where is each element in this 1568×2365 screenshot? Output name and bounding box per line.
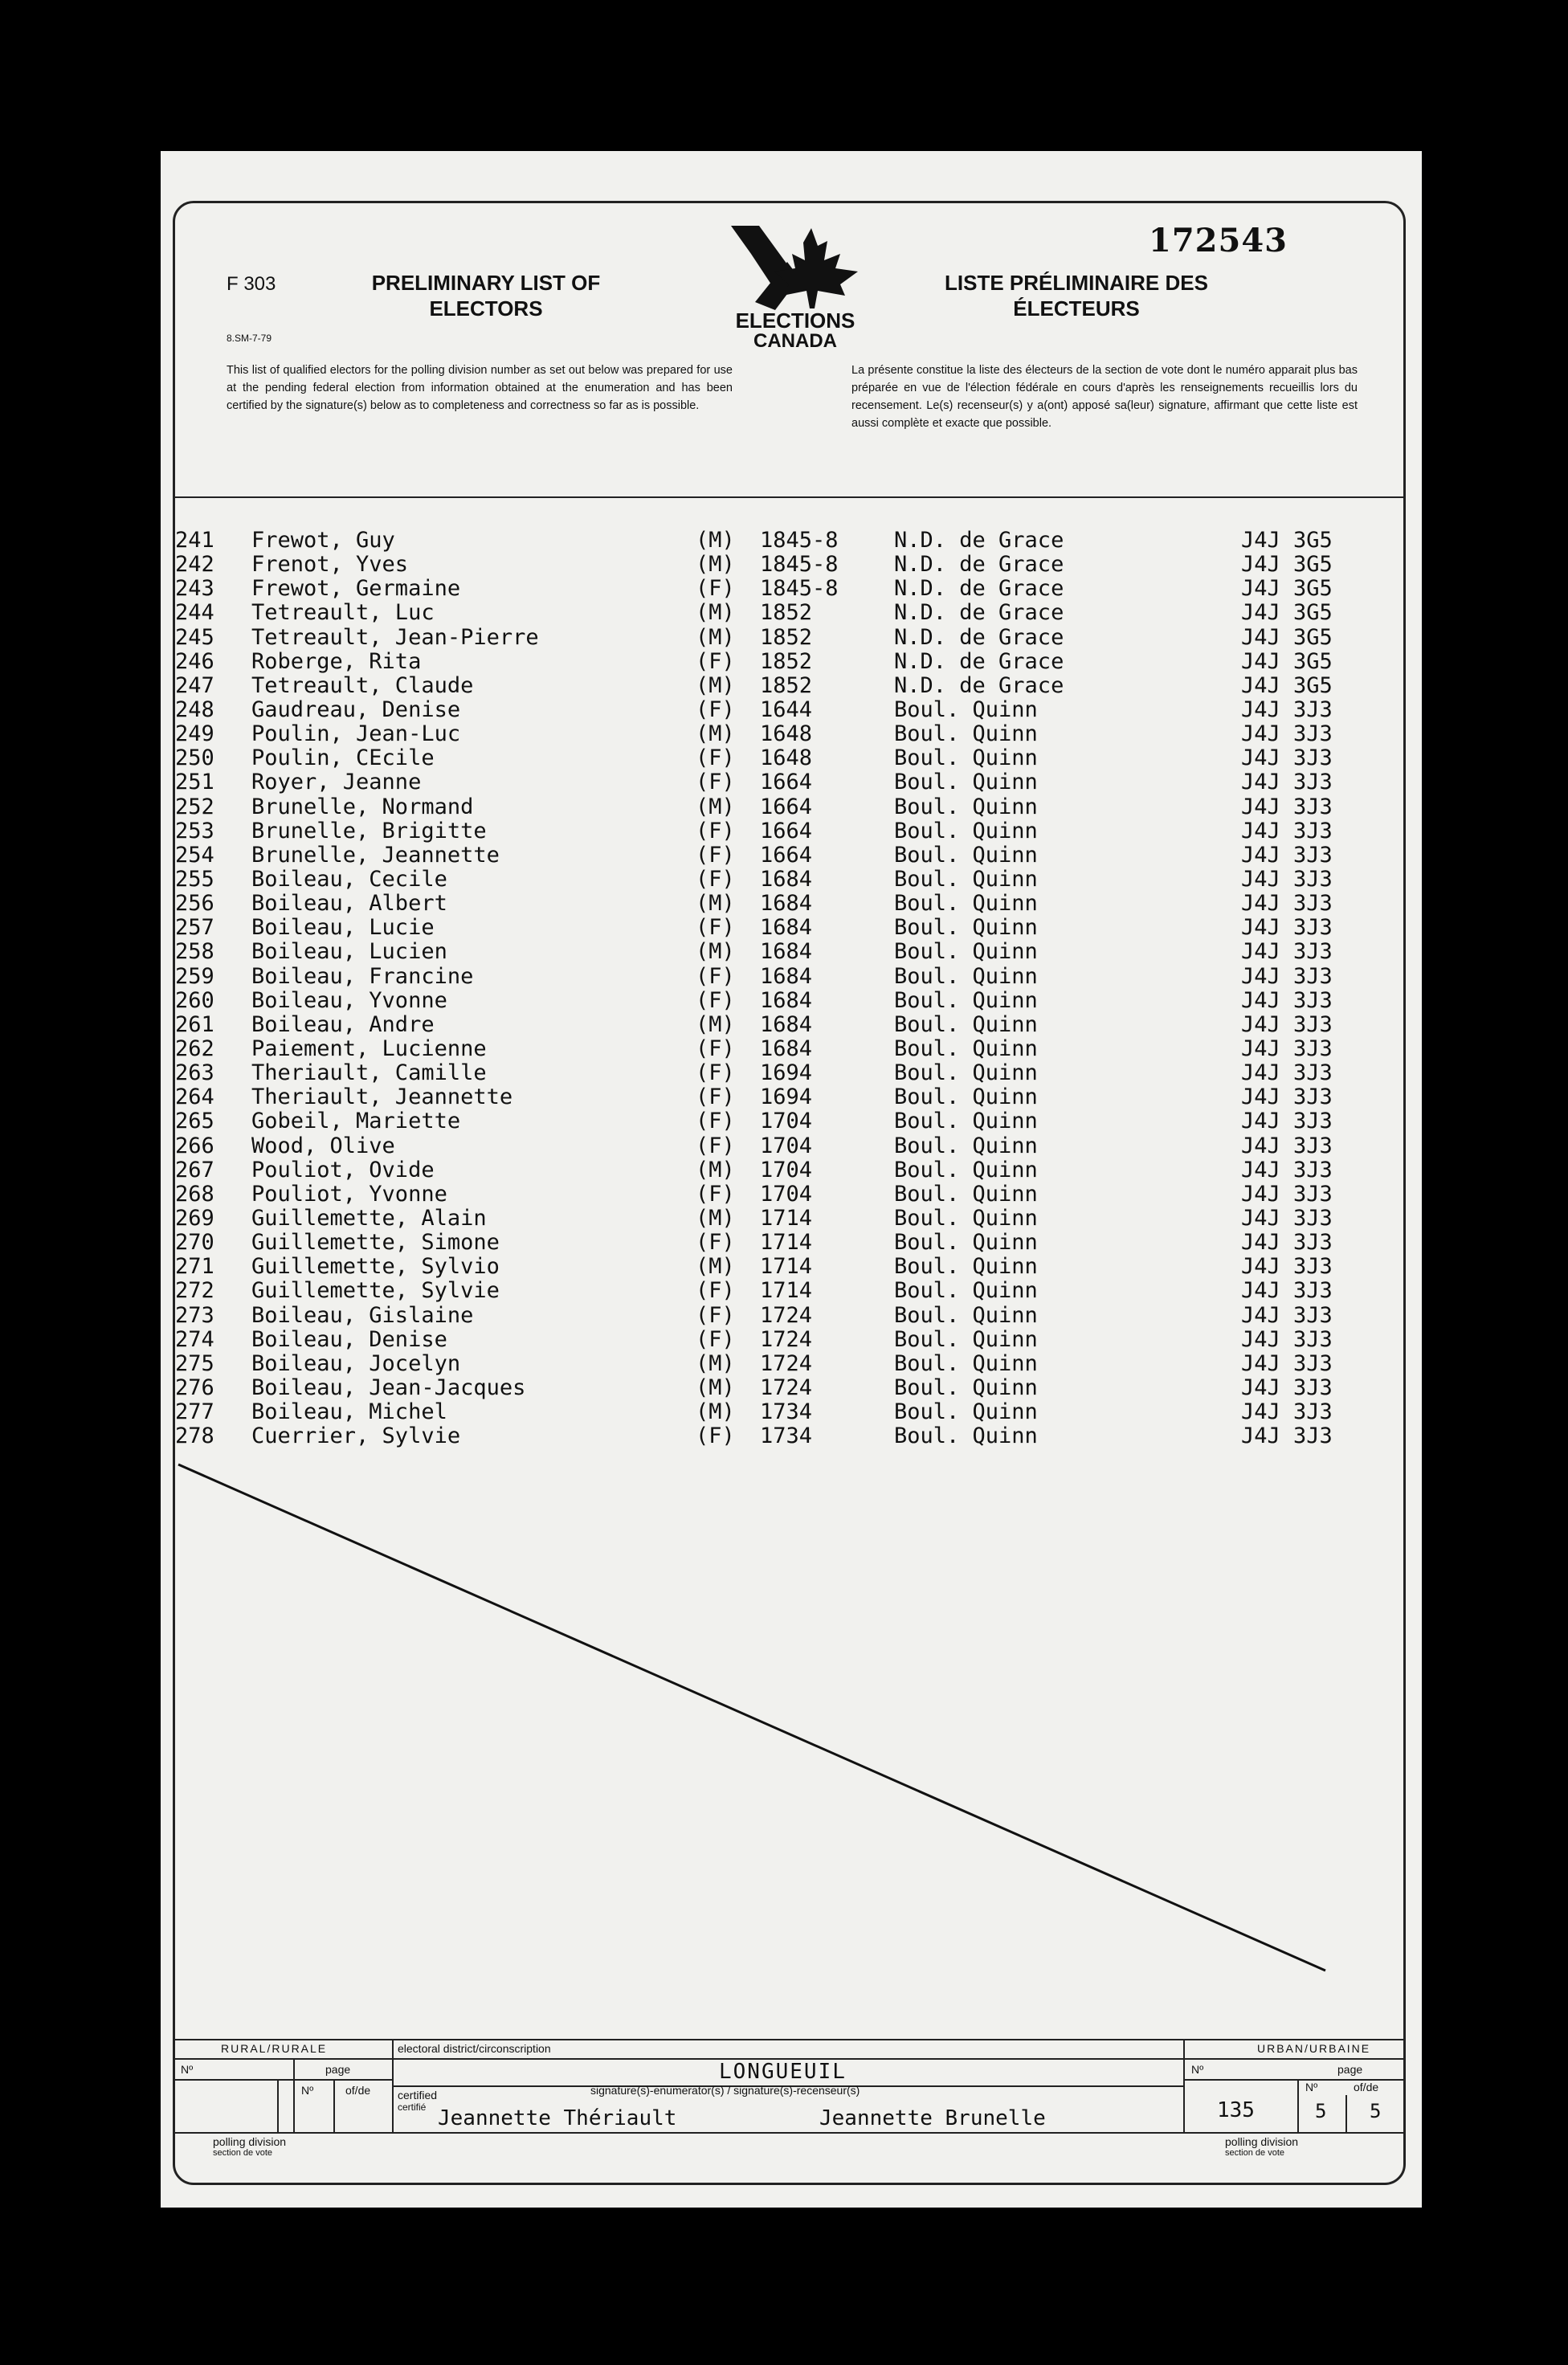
elector-sex: (M) bbox=[696, 528, 735, 553]
elector-sex: (M) bbox=[696, 552, 735, 578]
elector-postal-code: J4J 3J3 bbox=[1241, 915, 1333, 941]
elector-name: Poulin, CEcile bbox=[251, 745, 435, 771]
elector-postal-code: J4J 3J3 bbox=[1241, 1060, 1333, 1086]
elector-street: Boul. Quinn bbox=[894, 696, 1038, 722]
elector-name: Brunelle, Jeannette bbox=[251, 842, 500, 868]
elector-street: Boul. Quinn bbox=[894, 1181, 1038, 1207]
elector-sex: (F) bbox=[696, 1084, 735, 1110]
elector-civic-number: 1684 bbox=[760, 866, 813, 892]
elector-number: 246 bbox=[175, 648, 214, 674]
elector-number: 262 bbox=[175, 1035, 214, 1061]
elector-name: Tetreault, Luc bbox=[251, 600, 435, 626]
elector-civic-number: 1724 bbox=[760, 1326, 813, 1352]
urban-of-label: of/de bbox=[1354, 2081, 1379, 2093]
elector-number: 247 bbox=[175, 672, 214, 698]
elector-sex: (F) bbox=[696, 1230, 735, 1256]
elector-civic-number: 1734 bbox=[760, 1423, 813, 1449]
elector-street: N.D. de Grace bbox=[894, 672, 1064, 698]
elector-postal-code: J4J 3G5 bbox=[1241, 672, 1333, 698]
elector-name: Guillemette, Simone bbox=[251, 1230, 500, 1256]
elector-number: 243 bbox=[175, 576, 214, 602]
logo-line-canada: CANADA bbox=[753, 330, 837, 350]
elector-number: 242 bbox=[175, 552, 214, 578]
serial-number: 172543 bbox=[1149, 222, 1288, 259]
elector-sex: (M) bbox=[696, 1399, 735, 1425]
form-code: 8.SM-7-79 bbox=[227, 333, 272, 344]
urban-no-label: Nº bbox=[1191, 2063, 1204, 2076]
elector-sex: (F) bbox=[696, 1181, 735, 1207]
elector-number: 275 bbox=[175, 1350, 214, 1376]
elector-name: Pouliot, Yvonne bbox=[251, 1181, 447, 1207]
elector-civic-number: 1714 bbox=[760, 1254, 813, 1280]
elector-postal-code: J4J 3J3 bbox=[1241, 842, 1333, 868]
elector-street: Boul. Quinn bbox=[894, 1011, 1038, 1037]
elector-name: Roberge, Rita bbox=[251, 648, 422, 674]
elector-sex: (M) bbox=[696, 1254, 735, 1280]
elector-civic-number: 1648 bbox=[760, 745, 813, 771]
elector-number: 269 bbox=[175, 1205, 214, 1231]
elector-name: Boileau, Lucien bbox=[251, 939, 447, 965]
elector-street: Boul. Quinn bbox=[894, 1084, 1038, 1110]
elector-postal-code: J4J 3G5 bbox=[1241, 576, 1333, 602]
elector-sex: (M) bbox=[696, 624, 735, 650]
elector-number: 272 bbox=[175, 1278, 214, 1304]
elector-name: Pouliot, Ovide bbox=[251, 1157, 435, 1182]
elector-street: N.D. de Grace bbox=[894, 552, 1064, 578]
elector-postal-code: J4J 3J3 bbox=[1241, 1109, 1333, 1134]
elector-postal-code: J4J 3J3 bbox=[1241, 818, 1333, 843]
elector-street: Boul. Quinn bbox=[894, 1399, 1038, 1425]
elector-postal-code: J4J 3J3 bbox=[1241, 1254, 1333, 1280]
elector-number: 276 bbox=[175, 1374, 214, 1400]
elector-name: Theriault, Camille bbox=[251, 1060, 487, 1086]
rural-label: RURAL/RURALE bbox=[221, 2042, 328, 2055]
elector-street: Boul. Quinn bbox=[894, 1374, 1038, 1400]
elector-number: 261 bbox=[175, 1011, 214, 1037]
void-diagonal-line bbox=[161, 151, 1422, 2208]
elector-sex: (F) bbox=[696, 866, 735, 892]
elector-street: Boul. Quinn bbox=[894, 1423, 1038, 1449]
signature-label: signature(s)-enumerator(s) / signature(s)-recenseur(s) bbox=[590, 2084, 860, 2097]
elector-number: 268 bbox=[175, 1181, 214, 1207]
elector-civic-number: 1852 bbox=[760, 672, 813, 698]
urban-polling-division-sub: section de vote bbox=[1225, 2148, 1284, 2158]
rural-page-no-label: Nº bbox=[301, 2084, 314, 2097]
district-value: LONGUEUIL bbox=[719, 2060, 847, 2084]
elector-street: N.D. de Grace bbox=[894, 528, 1064, 553]
elector-name: Paiement, Lucienne bbox=[251, 1035, 487, 1061]
elector-street: Boul. Quinn bbox=[894, 770, 1038, 795]
urban-page-no-label: Nº bbox=[1305, 2081, 1318, 2093]
elector-postal-code: J4J 3J3 bbox=[1241, 1084, 1333, 1110]
elector-postal-code: J4J 3J3 bbox=[1241, 1350, 1333, 1376]
elector-street: N.D. de Grace bbox=[894, 624, 1064, 650]
elector-number: 244 bbox=[175, 600, 214, 626]
elector-postal-code: J4J 3J3 bbox=[1241, 1011, 1333, 1037]
district-label: electoral district/circonscription bbox=[398, 2042, 551, 2055]
urban-page-total: 5 bbox=[1370, 2100, 1382, 2122]
elector-street: Boul. Quinn bbox=[894, 1133, 1038, 1158]
elector-name: Guillemette, Sylvio bbox=[251, 1254, 500, 1280]
elector-postal-code: J4J 3J3 bbox=[1241, 770, 1333, 795]
elector-postal-code: J4J 3J3 bbox=[1241, 1423, 1333, 1449]
elector-civic-number: 1852 bbox=[760, 648, 813, 674]
signature-enumerator-2: Jeannette Brunelle bbox=[819, 2106, 1046, 2130]
certified-fr-label: certifié bbox=[398, 2102, 427, 2113]
elector-sex: (M) bbox=[696, 1374, 735, 1400]
elector-sex: (F) bbox=[696, 1109, 735, 1134]
elector-postal-code: J4J 3J3 bbox=[1241, 1326, 1333, 1352]
elector-street: Boul. Quinn bbox=[894, 939, 1038, 965]
elector-number: 266 bbox=[175, 1133, 214, 1158]
elector-number: 278 bbox=[175, 1423, 214, 1449]
elector-number: 256 bbox=[175, 891, 214, 917]
elector-sex: (M) bbox=[696, 1011, 735, 1037]
elector-sex: (F) bbox=[696, 963, 735, 989]
elector-civic-number: 1664 bbox=[760, 794, 813, 819]
elector-postal-code: J4J 3J3 bbox=[1241, 891, 1333, 917]
rural-polling-division-sub: section de vote bbox=[213, 2148, 272, 2158]
title-french: LISTE PRÉLIMINAIRE DES ÉLECTEURS bbox=[945, 271, 1208, 321]
elector-street: Boul. Quinn bbox=[894, 915, 1038, 941]
elector-number: 265 bbox=[175, 1109, 214, 1134]
elector-postal-code: J4J 3J3 bbox=[1241, 1035, 1333, 1061]
elector-civic-number: 1684 bbox=[760, 939, 813, 965]
elector-street: Boul. Quinn bbox=[894, 745, 1038, 771]
elector-number: 245 bbox=[175, 624, 214, 650]
elector-name: Boileau, Cecile bbox=[251, 866, 447, 892]
elector-civic-number: 1664 bbox=[760, 770, 813, 795]
elector-civic-number: 1704 bbox=[760, 1109, 813, 1134]
elector-civic-number: 1724 bbox=[760, 1374, 813, 1400]
certification-text-english: This list of qualified electors for the polling division number as set out below was prepared for use at the pending federal election from information obtained at the enumeration and has been certified by the signature(s) below as to completeness and correctness so far as is possible. bbox=[227, 364, 733, 412]
elector-sex: (M) bbox=[696, 1350, 735, 1376]
elector-civic-number: 1644 bbox=[760, 696, 813, 722]
elector-name: Guillemette, Alain bbox=[251, 1205, 487, 1231]
elector-sex: (M) bbox=[696, 600, 735, 626]
elector-name: Brunelle, Normand bbox=[251, 794, 474, 819]
elector-street: Boul. Quinn bbox=[894, 1278, 1038, 1304]
elector-sex: (F) bbox=[696, 1302, 735, 1328]
elector-name: Boileau, Lucie bbox=[251, 915, 435, 941]
elector-postal-code: J4J 3J3 bbox=[1241, 1230, 1333, 1256]
elector-sex: (M) bbox=[696, 721, 735, 747]
urban-page-label: page bbox=[1337, 2063, 1363, 2076]
elector-name: Gobeil, Mariette bbox=[251, 1109, 461, 1134]
elector-civic-number: 1845-8 bbox=[760, 576, 839, 602]
elector-postal-code: J4J 3J3 bbox=[1241, 1399, 1333, 1425]
elector-civic-number: 1704 bbox=[760, 1157, 813, 1182]
elector-name: Guillemette, Sylvie bbox=[251, 1278, 500, 1304]
elector-street: Boul. Quinn bbox=[894, 1350, 1038, 1376]
rural-polling-division-label: polling division bbox=[213, 2135, 287, 2148]
elector-civic-number: 1684 bbox=[760, 915, 813, 941]
elector-name: Frewot, Guy bbox=[251, 528, 395, 553]
elector-sex: (F) bbox=[696, 987, 735, 1013]
elector-name: Cuerrier, Sylvie bbox=[251, 1423, 461, 1449]
elector-street: Boul. Quinn bbox=[894, 842, 1038, 868]
elector-number: 248 bbox=[175, 696, 214, 722]
urban-label: URBAN/URBAINE bbox=[1257, 2042, 1371, 2055]
elector-civic-number: 1714 bbox=[760, 1278, 813, 1304]
elector-sex: (F) bbox=[696, 1423, 735, 1449]
elector-civic-number: 1845-8 bbox=[760, 552, 839, 578]
elector-sex: (M) bbox=[696, 672, 735, 698]
elector-civic-number: 1724 bbox=[760, 1350, 813, 1376]
elector-sex: (M) bbox=[696, 891, 735, 917]
elector-postal-code: J4J 3J3 bbox=[1241, 696, 1333, 722]
elector-name: Frenot, Yves bbox=[251, 552, 409, 578]
elector-civic-number: 1694 bbox=[760, 1084, 813, 1110]
elector-name: Boileau, Albert bbox=[251, 891, 447, 917]
elector-postal-code: J4J 3J3 bbox=[1241, 866, 1333, 892]
elector-street: Boul. Quinn bbox=[894, 1035, 1038, 1061]
signature-enumerator-1: Jeannette Thériault bbox=[438, 2106, 677, 2130]
elector-postal-code: J4J 3G5 bbox=[1241, 552, 1333, 578]
elector-name: Tetreault, Claude bbox=[251, 672, 474, 698]
elector-civic-number: 1734 bbox=[760, 1399, 813, 1425]
elector-street: Boul. Quinn bbox=[894, 721, 1038, 747]
elector-civic-number: 1684 bbox=[760, 891, 813, 917]
certified-label: certified bbox=[398, 2089, 438, 2102]
logo-line-elections: ELECTIONS bbox=[735, 308, 855, 333]
elector-postal-code: J4J 3J3 bbox=[1241, 794, 1333, 819]
elector-street: Boul. Quinn bbox=[894, 1254, 1038, 1280]
elector-civic-number: 1724 bbox=[760, 1302, 813, 1328]
rural-of-label: of/de bbox=[345, 2084, 371, 2097]
elector-civic-number: 1852 bbox=[760, 624, 813, 650]
elector-sex: (F) bbox=[696, 1035, 735, 1061]
elector-street: N.D. de Grace bbox=[894, 576, 1064, 602]
elector-number: 255 bbox=[175, 866, 214, 892]
elector-sex: (F) bbox=[696, 842, 735, 868]
elector-civic-number: 1704 bbox=[760, 1181, 813, 1207]
elector-name: Tetreault, Jean-Pierre bbox=[251, 624, 539, 650]
elector-number: 271 bbox=[175, 1254, 214, 1280]
elector-civic-number: 1714 bbox=[760, 1230, 813, 1256]
elector-sex: (F) bbox=[696, 696, 735, 722]
certification-text-french: La présente constitue la liste des électeurs de la section de vote dont le numéro apparait plus bas préparée en vue de l'élection fédérale en cours d'après les renseignements recueillis lors du recensement. Le(s) recenseur(s) y a(ont) apposé sa(leur) signature, affirmant que cette liste est aussi complète et exacte que possible. bbox=[851, 364, 1358, 430]
elector-sex: (F) bbox=[696, 818, 735, 843]
elector-postal-code: J4J 3G5 bbox=[1241, 528, 1333, 553]
urban-page-number: 5 bbox=[1315, 2100, 1327, 2122]
elector-street: N.D. de Grace bbox=[894, 600, 1064, 626]
elector-name: Boileau, Denise bbox=[251, 1326, 447, 1352]
elector-civic-number: 1684 bbox=[760, 987, 813, 1013]
elector-street: Boul. Quinn bbox=[894, 1205, 1038, 1231]
elector-street: Boul. Quinn bbox=[894, 987, 1038, 1013]
elector-street: Boul. Quinn bbox=[894, 1230, 1038, 1256]
elector-postal-code: J4J 3J3 bbox=[1241, 1181, 1333, 1207]
form-number: F 303 bbox=[227, 273, 276, 295]
elector-name: Theriault, Jeannette bbox=[251, 1084, 513, 1110]
elector-postal-code: J4J 3J3 bbox=[1241, 1157, 1333, 1182]
elector-name: Boileau, Michel bbox=[251, 1399, 447, 1425]
urban-polling-number: 135 bbox=[1217, 2098, 1255, 2122]
elector-name: Boileau, Francine bbox=[251, 963, 474, 989]
elector-postal-code: J4J 3G5 bbox=[1241, 624, 1333, 650]
elector-civic-number: 1845-8 bbox=[760, 528, 839, 553]
elector-number: 252 bbox=[175, 794, 214, 819]
elector-number: 253 bbox=[175, 818, 214, 843]
elector-name: Boileau, Yvonne bbox=[251, 987, 447, 1013]
elector-number: 263 bbox=[175, 1060, 214, 1086]
elector-number: 254 bbox=[175, 842, 214, 868]
elector-name: Gaudreau, Denise bbox=[251, 696, 461, 722]
elector-civic-number: 1684 bbox=[760, 963, 813, 989]
elector-postal-code: J4J 3G5 bbox=[1241, 600, 1333, 626]
elector-street: N.D. de Grace bbox=[894, 648, 1064, 674]
elector-number: 251 bbox=[175, 770, 214, 795]
form-footer bbox=[173, 2039, 1406, 2159]
elector-name: Royer, Jeanne bbox=[251, 770, 422, 795]
elector-number: 273 bbox=[175, 1302, 214, 1328]
elector-sex: (M) bbox=[696, 794, 735, 819]
elector-name: Boileau, Jean-Jacques bbox=[251, 1374, 526, 1400]
elector-number: 270 bbox=[175, 1230, 214, 1256]
elector-sex: (F) bbox=[696, 1278, 735, 1304]
elector-postal-code: J4J 3J3 bbox=[1241, 1374, 1333, 1400]
elector-civic-number: 1648 bbox=[760, 721, 813, 747]
elector-number: 267 bbox=[175, 1157, 214, 1182]
elector-postal-code: J4J 3J3 bbox=[1241, 963, 1333, 989]
rural-no-label: Nº bbox=[181, 2063, 194, 2076]
elector-number: 258 bbox=[175, 939, 214, 965]
elector-name: Boileau, Jocelyn bbox=[251, 1350, 461, 1376]
elector-postal-code: J4J 3J3 bbox=[1241, 721, 1333, 747]
elector-sex: (F) bbox=[696, 1060, 735, 1086]
elector-street: Boul. Quinn bbox=[894, 891, 1038, 917]
elector-sex: (M) bbox=[696, 939, 735, 965]
elector-sex: (F) bbox=[696, 1326, 735, 1352]
elector-sex: (F) bbox=[696, 745, 735, 771]
elector-name: Wood, Olive bbox=[251, 1133, 395, 1158]
elector-sex: (F) bbox=[696, 915, 735, 941]
elector-sex: (F) bbox=[696, 576, 735, 602]
elector-civic-number: 1664 bbox=[760, 842, 813, 868]
document-sheet bbox=[161, 151, 1422, 2208]
elector-street: Boul. Quinn bbox=[894, 1326, 1038, 1352]
elector-number: 277 bbox=[175, 1399, 214, 1425]
elector-civic-number: 1714 bbox=[760, 1205, 813, 1231]
elector-sex: (F) bbox=[696, 648, 735, 674]
elector-civic-number: 1852 bbox=[760, 600, 813, 626]
elector-number: 259 bbox=[175, 963, 214, 989]
elector-civic-number: 1664 bbox=[760, 818, 813, 843]
elector-street: Boul. Quinn bbox=[894, 1060, 1038, 1086]
elector-number: 264 bbox=[175, 1084, 214, 1110]
elector-number: 250 bbox=[175, 745, 214, 771]
elector-postal-code: J4J 3J3 bbox=[1241, 1278, 1333, 1304]
elector-street: Boul. Quinn bbox=[894, 1302, 1038, 1328]
elector-number: 241 bbox=[175, 528, 214, 553]
elector-name: Boileau, Andre bbox=[251, 1011, 435, 1037]
elector-street: Boul. Quinn bbox=[894, 818, 1038, 843]
elector-number: 249 bbox=[175, 721, 214, 747]
elector-number: 274 bbox=[175, 1326, 214, 1352]
elector-number: 260 bbox=[175, 987, 214, 1013]
elector-postal-code: J4J 3J3 bbox=[1241, 745, 1333, 771]
elector-name: Poulin, Jean-Luc bbox=[251, 721, 461, 747]
rural-page-label: page bbox=[325, 2063, 351, 2076]
elector-sex: (M) bbox=[696, 1157, 735, 1182]
elector-postal-code: J4J 3J3 bbox=[1241, 1205, 1333, 1231]
elector-sex: (F) bbox=[696, 1133, 735, 1158]
elector-number: 257 bbox=[175, 915, 214, 941]
elector-street: Boul. Quinn bbox=[894, 963, 1038, 989]
elector-sex: (F) bbox=[696, 770, 735, 795]
elector-sex: (M) bbox=[696, 1205, 735, 1231]
elector-postal-code: J4J 3J3 bbox=[1241, 987, 1333, 1013]
elector-name: Frewot, Germaine bbox=[251, 576, 461, 602]
elector-civic-number: 1704 bbox=[760, 1133, 813, 1158]
elector-name: Brunelle, Brigitte bbox=[251, 818, 487, 843]
elector-street: Boul. Quinn bbox=[894, 866, 1038, 892]
elector-name: Boileau, Gislaine bbox=[251, 1302, 474, 1328]
elector-postal-code: J4J 3J3 bbox=[1241, 1133, 1333, 1158]
elector-street: Boul. Quinn bbox=[894, 1109, 1038, 1134]
elector-postal-code: J4J 3J3 bbox=[1241, 1302, 1333, 1328]
elector-postal-code: J4J 3G5 bbox=[1241, 648, 1333, 674]
elector-civic-number: 1684 bbox=[760, 1035, 813, 1061]
elector-civic-number: 1694 bbox=[760, 1060, 813, 1086]
title-english: PRELIMINARY LIST OF ELECTORS bbox=[371, 271, 601, 321]
elector-civic-number: 1684 bbox=[760, 1011, 813, 1037]
elector-street: Boul. Quinn bbox=[894, 1157, 1038, 1182]
elector-postal-code: J4J 3J3 bbox=[1241, 939, 1333, 965]
urban-polling-division-label: polling division bbox=[1225, 2135, 1299, 2148]
elector-street: Boul. Quinn bbox=[894, 794, 1038, 819]
